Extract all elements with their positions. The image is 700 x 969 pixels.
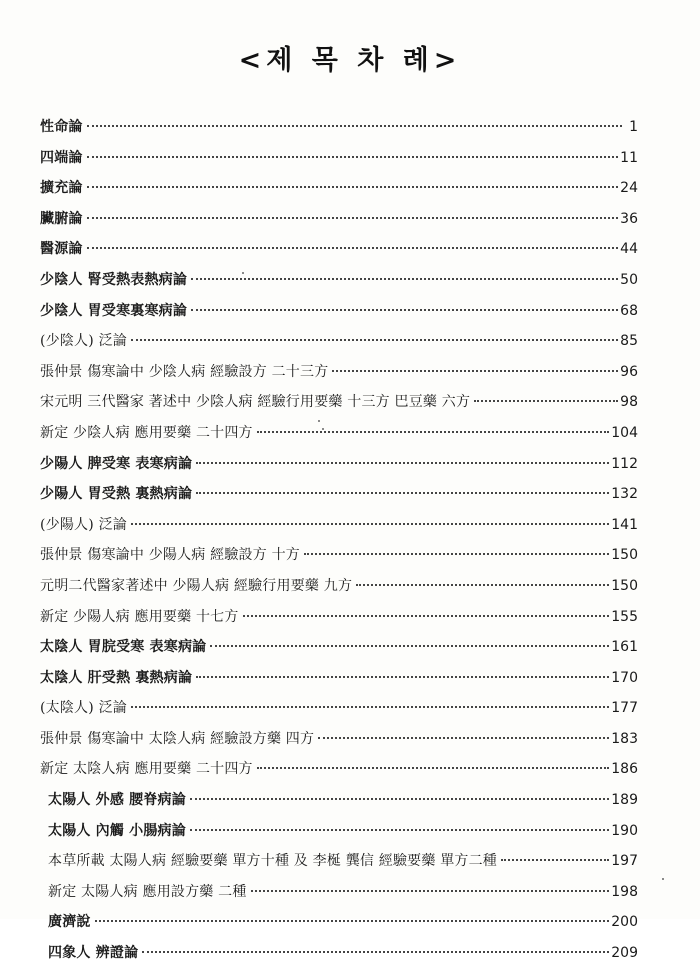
toc-entry-title: 廣濟說 [48,914,91,931]
toc-entry [40,754,638,785]
dot-leader [257,767,610,769]
toc-entry-title: 太陽人 內觸 小腸病論 [48,822,186,839]
toc-entry [40,693,638,724]
dot-leader [87,247,619,249]
toc-entry-title: 張仲景 傷寒論中 少陽人病 經驗設方 十方 [40,547,300,564]
toc-entry [40,907,638,938]
dot-leader [243,615,610,617]
dot-leader [87,217,619,219]
toc-entry-title: 新定 太陽人病 應用設方藥 二種 [48,883,247,900]
toc-entry-page-number: 177 [611,700,638,717]
toc-entry-page-number: 150 [611,577,638,594]
toc-entry-page-number: 1 [629,119,638,135]
dot-leader [332,370,618,372]
toc-entry [40,449,638,480]
dot-leader [474,400,618,402]
toc-entry-page-number: 104 [611,424,638,441]
table-of-contents [40,112,638,969]
toc-entry-page-number: 186 [611,761,638,778]
toc-entry-page-number: 190 [611,822,638,839]
toc-entry-title: (少陽人) 泛論 [40,516,127,533]
toc-entry-title: 少陰人 胃受寒裏寒病論 [40,302,188,319]
toc-entry-title: 元明二代醫家著述中 少陽人病 經驗行用要藥 九方 [40,577,353,594]
toc-entry-page-number: 44 [620,241,638,258]
toc-entry-title: 本草所載 太陽人病 經驗要藥 單方十種 及 李梴 龔信 經驗要藥 單方二種 [48,853,497,870]
toc-entry-page-number: 36 [620,210,638,227]
toc-entry [40,938,638,969]
toc-entry [40,785,638,816]
toc-entry-title: 少陽人 胃受熱 裏熱病論 [40,486,193,503]
dot-leader [95,920,610,922]
dot-leader [318,737,609,739]
toc-entry-page-number: 141 [611,516,638,533]
toc-entry-page-number: 24 [620,180,638,197]
dot-leader [257,431,610,433]
toc-entry-title: 宋元明 三代醫家 著述中 少陰人病 經驗行用要藥 十三方 巴豆藥 六方 [40,394,471,411]
toc-entry [40,326,638,357]
toc-entry [40,265,638,296]
dot-leader [131,339,618,341]
toc-entry-title: 太陰人 肝受熱 裏熱病論 [40,669,193,686]
dot-leader [190,829,609,831]
toc-entry [40,846,638,877]
toc-entry [40,112,638,143]
toc-entry-page-number: 132 [611,486,638,503]
toc-entry-page-number: 197 [611,853,638,870]
toc-entry-page-number: 98 [620,394,638,411]
print-speck [242,272,244,274]
toc-entry-page-number: 200 [611,914,638,931]
toc-entry-page-number: 170 [611,669,638,686]
toc-entry [40,571,638,602]
dot-leader [142,951,609,953]
toc-entry [40,296,638,327]
toc-entry-title: 四端論 [40,149,83,166]
toc-entry-title: 醫源論 [40,241,83,258]
dot-leader [131,523,609,525]
toc-entry-page-number: 11 [620,149,638,166]
toc-entry [40,663,638,694]
toc-entry-page-number: 209 [611,945,638,962]
toc-entry-title: 擴充論 [40,180,83,197]
toc-entry [40,632,638,663]
toc-entry [40,357,638,388]
dot-leader [87,156,619,158]
dot-leader [304,553,609,555]
toc-entry-page-number: 189 [611,792,638,809]
dot-leader [87,186,619,188]
toc-entry-page-number: 183 [611,730,638,747]
toc-entry-title: 太陰人 胃脘受寒 表寒病論 [40,639,207,656]
print-speck [318,420,320,422]
toc-entry-title: 少陰人 腎受熱表熱病論 [40,271,188,288]
toc-entry-page-number: 150 [611,547,638,564]
dot-leader [210,645,609,647]
toc-entry [40,204,638,235]
toc-entry-title: 四象人 辨證論 [48,945,139,962]
toc-entry-page-number: 68 [620,302,638,319]
toc-entry-page-number: 85 [620,333,638,350]
toc-entry-page-number: 198 [611,883,638,900]
toc-entry [40,234,638,265]
dot-leader [196,462,609,464]
toc-entry [40,816,638,847]
dot-leader [191,309,618,311]
toc-entry [40,387,638,418]
dot-leader [87,125,622,127]
toc-entry [40,602,638,633]
dot-leader [196,676,609,678]
page-title: <제 목 차 례> [238,45,462,76]
toc-entry-page-number: 161 [611,639,638,656]
toc-entry-title: 性命論 [40,119,83,135]
print-speck [322,428,324,430]
print-speck [662,878,664,880]
dot-leader [190,798,609,800]
dot-leader [251,890,610,892]
toc-entry-page-number: 96 [620,363,638,380]
toc-entry-title: (太陰人) 泛論 [40,700,127,717]
toc-entry [40,173,638,204]
toc-entry [40,143,638,174]
toc-entry [40,877,638,908]
toc-entry-title: 臟腑論 [40,210,83,227]
toc-entry-title: 張仲景 傷寒論中 少陰人病 經驗設方 二十三方 [40,363,329,380]
toc-entry-title: 太陽人 外感 腰脊病論 [48,792,186,809]
dot-leader [191,278,618,280]
toc-entry [40,540,638,571]
toc-entry-page-number: 50 [620,271,638,288]
toc-entry-title: 新定 少陽人病 應用要藥 十七方 [40,608,239,625]
toc-entry-title: 新定 太陰人病 應用要藥 二十四方 [40,761,253,778]
dot-leader [356,584,609,586]
toc-entry-title: 新定 少陰人病 應用要藥 二十四方 [40,424,253,441]
toc-entry [40,479,638,510]
dot-leader [501,859,609,861]
dot-leader [131,706,609,708]
toc-entry [40,510,638,541]
toc-entry-title: 張仲景 傷寒論中 太陰人病 經驗設方藥 四方 [40,730,315,747]
dot-leader [196,492,609,494]
toc-entry-page-number: 155 [611,608,638,625]
toc-entry-title: (少陰人) 泛論 [40,333,127,350]
toc-entry [40,724,638,755]
toc-entry-title: 少陽人 脾受寒 表寒病論 [40,455,193,472]
toc-entry [40,418,638,449]
toc-entry-page-number: 112 [611,455,638,472]
